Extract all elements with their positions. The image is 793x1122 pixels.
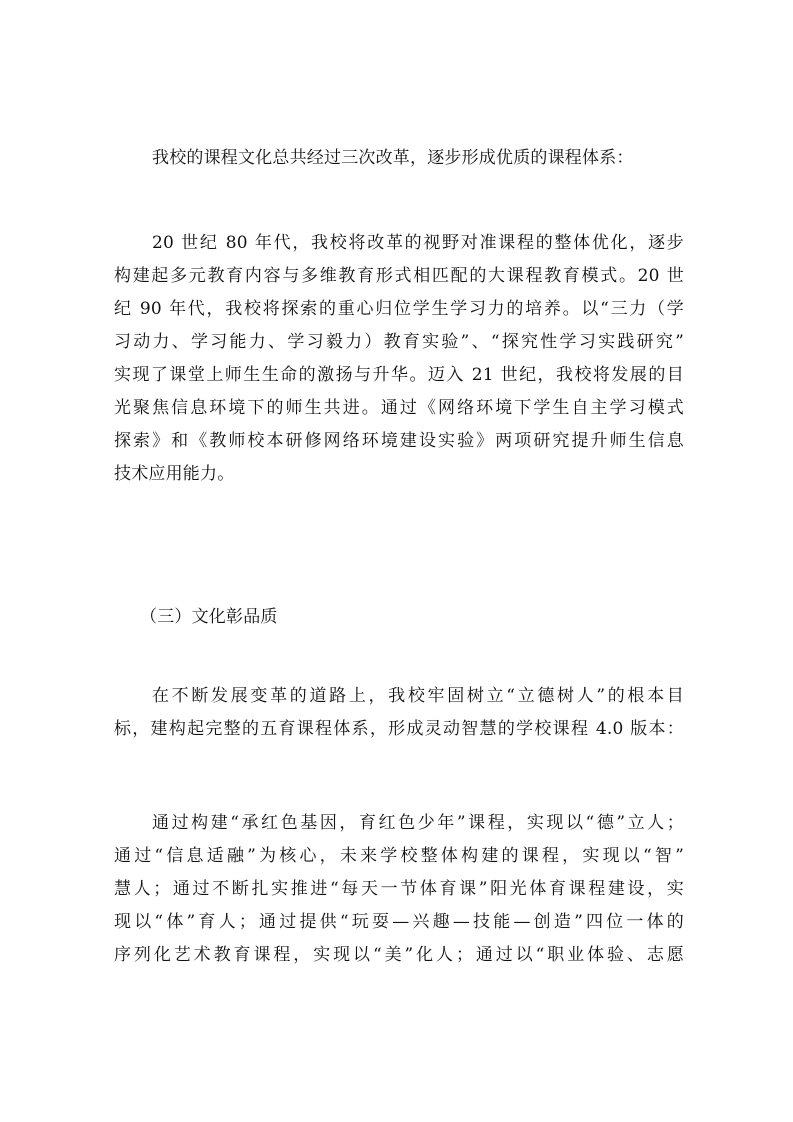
text-line: 技术应用能力。 — [114, 464, 235, 484]
text-line: 光聚焦信息环境下的师生共进。通过《网络环境下学生自主学习模式 — [114, 398, 684, 418]
paragraph-intro — [114, 142, 684, 175]
text-line: 慧人；通过不断扎实推进“每天一节体育课”阳光体育课程建设，实 — [114, 879, 684, 899]
paragraph-goal — [114, 680, 684, 746]
text-line: 探索》和《教师校本研修网络环境建设实验》两项研究提升师生信息 — [114, 431, 684, 451]
paragraph-five-education — [114, 807, 684, 972]
text-line: 序列化艺术教育课程，实现以“美”化人；通过以“职业体验、志愿 — [114, 945, 684, 965]
text-line: 标，建构起完整的五育课程体系，形成灵动智慧的学校课程 4.0 版本： — [114, 719, 684, 739]
heading-text: （三）文化彰品质 — [140, 607, 278, 627]
text-line: 通过“信息适融”为核心，未来学校整体构建的课程，实现以“智” — [114, 846, 684, 866]
text-line: 习动力、学习能力、学习毅力）教育实验”、“探究性学习实践研究” — [114, 332, 684, 352]
text-line: 构建起多元教育内容与多维教育形式相匹配的大课程教育模式。20 世 — [114, 266, 684, 286]
text-line: 现以“体”育人；通过提供“玩耍—兴趣—技能—创造”四位一体的 — [114, 912, 684, 932]
text-line: 20 世纪 80 年代，我校将改革的视野对准课程的整体优化，逐步 — [152, 233, 684, 253]
text-line: 实现了课堂上师生生命的激扬与升华。迈入 21 世纪，我校将发展的目 — [114, 365, 684, 385]
text-line: 我校的课程文化总共经过三次改革，逐步形成优质的课程体系： — [152, 148, 634, 168]
section-heading — [114, 601, 684, 634]
text-line: 通过构建“承红色基因，育红色少年”课程，实现以“德”立人； — [152, 813, 684, 833]
text-line: 在不断发展变革的道路上，我校牢固树立“立德树人”的根本目 — [152, 686, 684, 706]
paragraph-history — [114, 227, 684, 491]
text-line: 纪 90 年代，我校将探索的重心归位学生学习力的培养。以“三力（学 — [114, 299, 684, 319]
